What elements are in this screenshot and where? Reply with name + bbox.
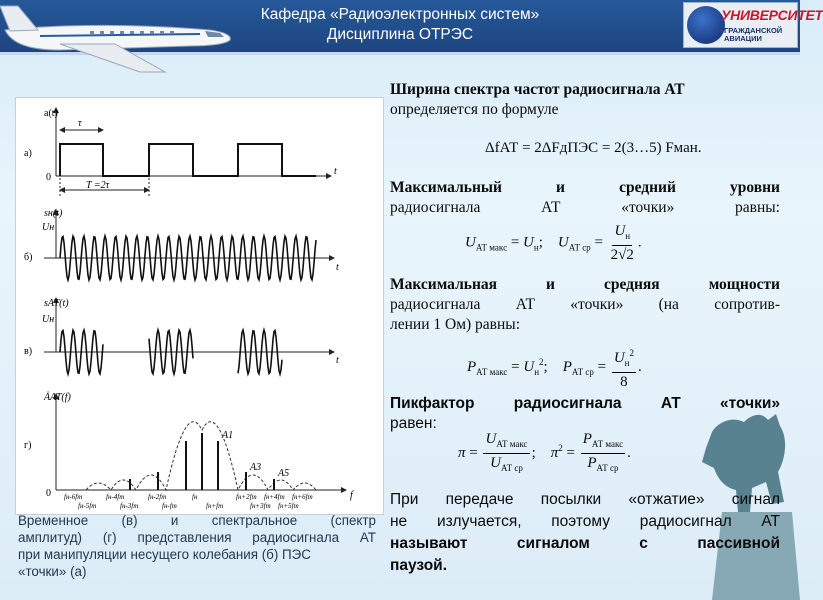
b-axis-label: sн(t): [44, 208, 63, 219]
paragraph-levels: Максимальный и средний уровни радиосигнала АТ «точки» равны:: [390, 179, 780, 216]
a-zero: 0: [46, 172, 51, 183]
caption-line: Временное (в) и спектральное (спектр: [18, 513, 376, 528]
tick-label: fн-4fт: [106, 493, 125, 501]
v-t-label: t: [336, 355, 339, 366]
tick-label: fн-fт: [162, 502, 177, 510]
v-row-label: в): [24, 346, 33, 357]
b-t-label: t: [336, 262, 339, 273]
tick-label: fн+2fт: [236, 493, 257, 501]
a-t-label: t: [334, 166, 337, 177]
g-row-label: г): [24, 440, 32, 451]
tick-label: fн-2fт: [148, 493, 167, 501]
formula-power: $P_{АТ макс} = U_н^2$; $P_{АТ ср}$ = $\frac{U_н^2}{8}$ .: [467, 344, 642, 391]
a3-label: A3: [250, 462, 262, 473]
paragraph-peak-factor: Пикфактор радиосигнала АТ «точки» равен:: [390, 395, 780, 432]
tick-label: fн+4fт: [264, 493, 285, 501]
caption-line: амплитуд) (г) представления радиосигнала АТ: [18, 530, 376, 545]
a1-label: A1: [222, 430, 234, 441]
v-axis-label: sАТ(t): [44, 298, 69, 309]
g-zero: 0: [46, 488, 51, 499]
globe-icon: [687, 6, 725, 44]
tick-label: fн+fт: [206, 502, 224, 510]
tick-label: fн-3fт: [120, 502, 139, 510]
paragraph-power: Максимальная и средняя мощности радиосигнала АТ «точки» (на сопротив- лении 1 Ом) равны:: [390, 276, 780, 333]
paragraph-passive-pause: При передаче посылки «отжатие» сигнал не излучается, поэтому радиосигнал АТ называют сигналом с пассивной паузой.: [390, 491, 780, 574]
figure-caption: [18, 512, 376, 580]
university-logo: [683, 2, 823, 48]
tick-label: fн-6fт: [64, 493, 83, 501]
tick-label: fн-5fт: [78, 502, 97, 510]
g-axis-label: ȦАТ(f): [44, 392, 71, 403]
a-axis-label: a(t): [44, 108, 58, 119]
formula-bandwidth: ΔfАТ = 2ΔFдПЭС = 2(3…5) Fман.: [485, 140, 702, 156]
b-amp-label: Uн: [42, 222, 55, 233]
g-f-label: f: [350, 490, 353, 501]
airplane-icon: [0, 0, 240, 75]
formula-peak-factor: π = $\frac{U_{АТ макс}}{U_{АТ ср}}$ ; $\pi^2$ = $\frac{P_{АТ макс}}{P_{АТ ср}}$ .: [458, 431, 631, 473]
tau-label: τ: [78, 118, 82, 129]
tick-label: fн+5fт: [278, 502, 299, 510]
a-row-label: а): [24, 148, 32, 159]
caption-line: при манипуляции несущего колебания (б) ПЭС: [18, 547, 311, 562]
v-amp-label: Uн: [42, 314, 55, 325]
b-row-label: б): [24, 252, 33, 263]
tick-label: fн+6fт: [292, 493, 313, 501]
a5-label: A5: [278, 468, 290, 479]
paragraph-spectrum-width: Ширина спектра частот радиосигнала АТ определяется по формуле: [390, 81, 685, 118]
period-label: T =2τ: [86, 180, 110, 191]
logo-text: УНИВЕРСИТЕТ: [721, 7, 823, 23]
tick-label: fн: [192, 493, 198, 501]
formula-levels: $U_{АТ макс} = U_н$; $U_{АТ ср}$ = $\frac{U_н}{2√2}$ .: [465, 223, 642, 263]
caption-line: «точки» (а): [18, 564, 87, 579]
department-title: Кафедра «Радиоэлектронных систем»: [260, 6, 540, 23]
logo-subtext: ГРАЖДАНСКОЙ АВИАЦИИ: [724, 26, 783, 43]
signal-figure: [15, 97, 384, 515]
discipline-title: Дисциплина ОТРЭС: [326, 26, 474, 43]
tick-label: fн+3fт: [250, 502, 271, 510]
